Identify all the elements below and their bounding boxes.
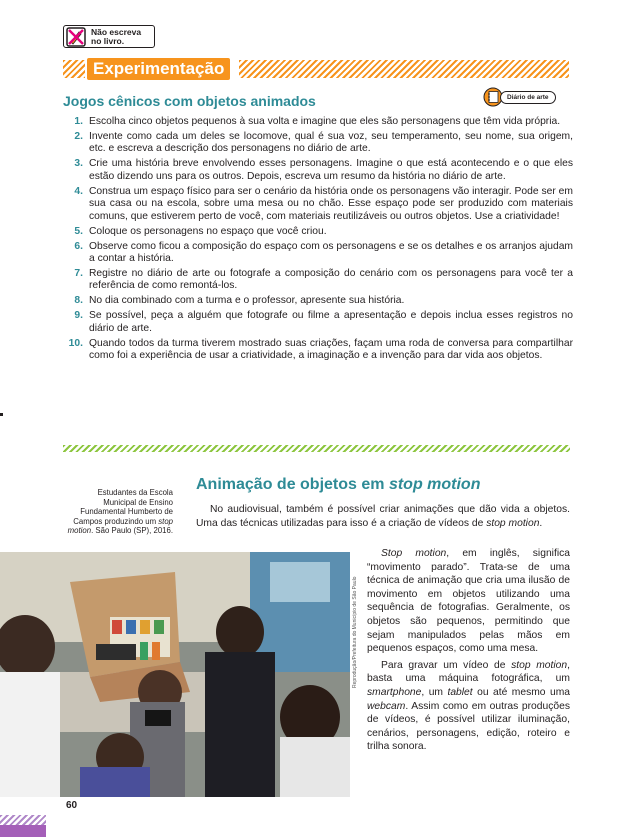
activity-title: Jogos cênicos com objetos animados: [63, 93, 316, 109]
step-text: Se possível, peça a alguém que fotografe ou filme a apresentação e depois inclua esses registros no diário de arte.: [89, 310, 573, 334]
no-pencil-icon: [66, 27, 86, 47]
step-text: Registre no diário de arte ou fotografe a composição do cenário com os personagens para você ter a referência de como remontá-los.: [89, 268, 573, 292]
p2-italic-d: smartphone: [367, 686, 422, 698]
list-item: [63, 116, 573, 128]
list-item: [63, 226, 573, 238]
p2-text-e: , um: [421, 686, 448, 698]
article-title-plain: Animação de objetos em: [196, 476, 389, 493]
step-number: 3.: [74, 158, 83, 170]
photo-caption: [63, 488, 173, 536]
p2-text-g: ou até mesmo uma: [472, 686, 570, 698]
intro-text: No audiovisual, também é possível criar animações que dão vida a objetos. Uma das técnicas utilizadas para isso é a criação de vídeos de: [196, 504, 570, 529]
corner-block: [0, 825, 46, 837]
step-text: Quando todos da turma tiverem mostrado suas criações, façam uma roda de conversa para compartilhar como foi a experiência de usar a criatividade, a imaginação e a invenção para dar vida aos objetos.: [89, 337, 573, 362]
step-number: 1.: [74, 116, 83, 127]
section-header: [63, 58, 569, 80]
article-paragraph-1: [367, 547, 570, 656]
step-number: 6.: [74, 240, 83, 252]
page-corner-decoration: [0, 815, 46, 837]
step-number: 4.: [74, 185, 83, 197]
intro-text-end: .: [539, 517, 543, 529]
list-item: [63, 186, 573, 223]
article-title: [196, 476, 480, 494]
step-text: Escolha cinco objetos pequenos à sua volta e imagine que eles são personagens que têm vida própria.: [89, 116, 561, 127]
p2-text-i: . Assim como em outras produções de vídeos, é possível utilizar iluminação, cenários, personagens, edição, roteiro e trilha sonora.: [367, 700, 570, 753]
list-item: [63, 338, 573, 363]
intro-italic: stop motion: [486, 517, 540, 529]
photo-credit: Reprodução/Prefeitura do Município de São Paulo: [352, 576, 358, 688]
step-text: Construa um espaço físico para ser o cenário da história onde os personagens vão interagir. Pode ser em sua casa ou na escola, sobre uma mesa ou no chão. Esse espaço pode ser produzido com materiais comuns, que estiverem perto de você, com materiais reutilizáveis ou outros objetos. Use a criatividade!: [89, 185, 573, 222]
header-lead-stripes: [63, 60, 85, 78]
badge-line-2: no livro.: [91, 35, 125, 46]
corner-stripes: [0, 815, 46, 825]
caption-italic: stop motion: [67, 516, 173, 536]
article-intro: [196, 503, 570, 530]
p1-italic: Stop motion: [381, 548, 447, 559]
p2-italic-f: tablet: [447, 686, 473, 698]
diario-label: Diário de arte: [500, 91, 556, 104]
list-item: [63, 310, 573, 335]
step-number: 9.: [74, 310, 83, 322]
step-text: Crie uma história breve envolvendo esses personagens. Imagine o que está acontecendo e o que eles estão dizendo uns para os outros. Depois, escreva um resumo da história no diário de arte.: [89, 158, 573, 182]
nao-escreva-badge: [63, 25, 155, 48]
header-tail-stripes: [239, 60, 569, 78]
article-paragraph-2: [367, 659, 570, 754]
step-text: Coloque os personagens no espaço que você criou.: [89, 225, 327, 237]
step-number: 10.: [68, 337, 83, 349]
step-number: 8.: [74, 295, 83, 307]
page-number: 60: [66, 800, 78, 811]
section-divider: [63, 445, 570, 452]
step-number: 2.: [74, 131, 83, 142]
steps-list: [63, 116, 573, 365]
article-title-italic: stop motion: [388, 476, 481, 493]
classroom-scene-image: [0, 552, 350, 797]
p2-text-c: , basta uma máquina fotográfica, um: [367, 659, 570, 685]
step-text: No dia combinado com a turma e o professor, apresente sua história.: [89, 295, 405, 307]
step-text: Observe como ficou a composição do espaço com os personagens e se os detalhes e os arranjos ajudam a contar a história.: [89, 240, 573, 265]
list-item: [63, 158, 573, 183]
step-number: 7.: [74, 268, 83, 280]
edge-mark: [0, 413, 3, 416]
p1-text: , em inglês, significa “movimento parado”. Trata-se de uma técnica de animação que cria uma ilusão de movimento em objetos utilizando uma sequência de fotografias. Geralmente, os objetos são pequenos, permitindo que sejam manipulados pelas mãos em pequenos espaços, como uma mesa.: [367, 548, 570, 655]
caption-text: Estudantes da Escola Municipal de Ensino Fundamental Humberto de Campos produzindo um: [73, 488, 173, 526]
list-item: [63, 295, 573, 307]
p2-italic-b: stop motion: [511, 659, 568, 671]
list-item: [63, 131, 573, 156]
list-item: [63, 241, 573, 266]
caption-text-end: . São Paulo (SP), 2016.: [91, 526, 173, 536]
step-number: 5.: [74, 225, 83, 237]
article-body: [367, 547, 570, 754]
p2-text-a: Para gravar um vídeo de: [381, 659, 512, 671]
step-text: Invente como cada um deles se locomove, qual é sua voz, seu temperamento, seu nome, sua origem, etc. e escreva a descrição dos personagens no diário de arte.: [89, 131, 573, 155]
list-item: [63, 268, 573, 293]
nao-escreva-text: [91, 28, 141, 46]
diario-de-arte-badge: [483, 88, 556, 106]
section-title: Experimentação: [87, 58, 230, 80]
badge-line-1: Não escreva: [91, 26, 142, 37]
students-photo: [0, 552, 350, 797]
p2-italic-h: webcam: [367, 700, 406, 712]
